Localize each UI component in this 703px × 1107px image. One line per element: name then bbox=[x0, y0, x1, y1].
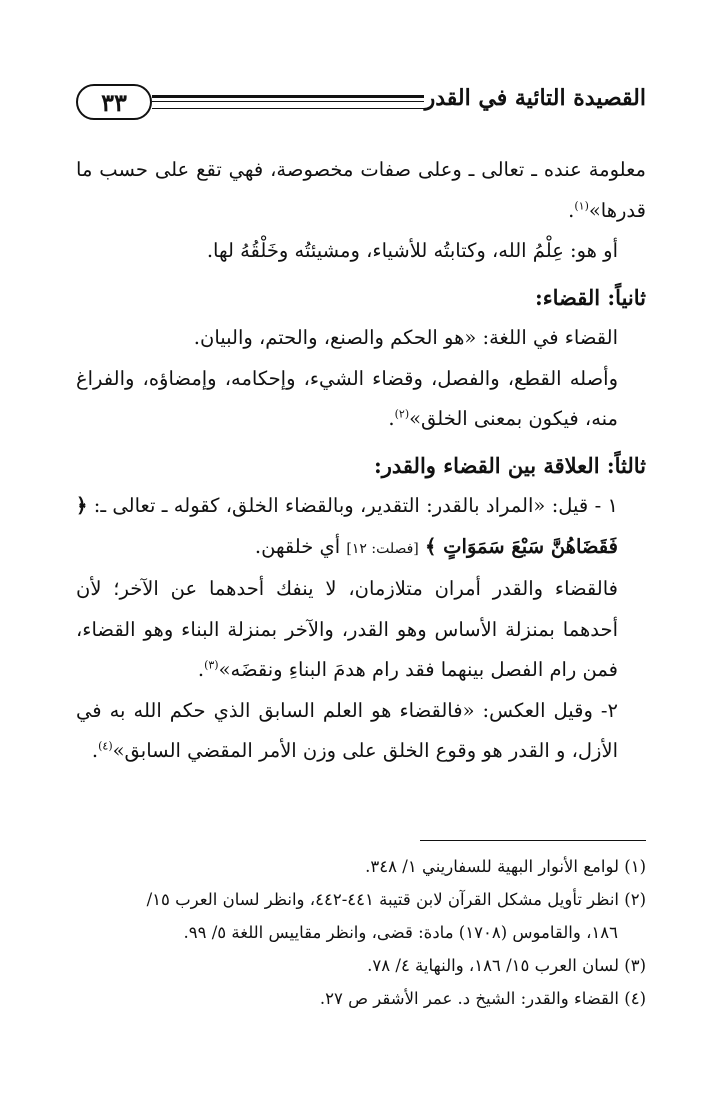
footnote-1: (١) لوامع الأنوار البهية للسفاريني ١/ ٣٤٨. bbox=[365, 857, 646, 876]
paragraph-4 bbox=[76, 359, 646, 440]
main-text bbox=[76, 150, 646, 772]
footnote-separator bbox=[420, 840, 646, 841]
footnote-ref-4: (٤) bbox=[98, 739, 113, 753]
paragraph-1 bbox=[76, 150, 646, 231]
paragraph-7 bbox=[76, 691, 646, 772]
paragraph-1-text: معلومة عنده ـ تعالى ـ وعلى صفات مخصوصة، فهي تقع على حسب ما قدرها» bbox=[76, 158, 646, 222]
paragraph-7-text: ٢- وقيل العكس: «فالقضاء هو العلم السابق الذي حكم الله به في الأزل، و القدر هو وقوع الخلق على وزن الأمر المقضي السابق» bbox=[76, 698, 618, 762]
footnote-ref-3: (٣) bbox=[204, 658, 219, 672]
paragraph-6 bbox=[76, 569, 646, 691]
page-number: ٣٣ bbox=[76, 84, 152, 120]
footnote-ref-2: (٢) bbox=[394, 407, 410, 421]
paragraph-3: القضاء في اللغة: «هو الحكم والصنع، والحتم، والبيان. bbox=[193, 326, 618, 349]
paragraph-2: أو هو: عِلْمُ الله، وكتابتُه للأشياء، ومشيئتُه وخَلْقُهُ لها. bbox=[206, 239, 618, 262]
quran-verse: ﴿ فَقَضَاهُنَّ سَبْعَ سَمَوَاتٍ ﴾ bbox=[76, 494, 618, 558]
footnote-3: (٣) لسان العرب ١٥/ ١٨٦، والنهاية ٤/ ٧٨. bbox=[367, 956, 646, 975]
footnote-2-continued: ١٨٦، والقاموس (١٧٠٨) مادة: قضى، وانظر مقاييس اللغة ٥/ ٩٩. bbox=[183, 923, 618, 942]
footnote-ref-1: (١) bbox=[574, 199, 589, 212]
paragraph-5-end: أي خلقهن. bbox=[254, 534, 341, 558]
footnote-4: (٤) القضاء والقدر: الشيخ د. عمر الأشقر ص ٢٧. bbox=[319, 989, 646, 1008]
footnote-2: (٢) انظر تأويل مشكل القرآن لابن قتيبة ٤٤١-٤٤٢، وانظر لسان العرب ١٥/ bbox=[146, 890, 646, 909]
verse-citation: [فصلت: ١٢] bbox=[346, 540, 419, 557]
paragraph-4-end: . bbox=[388, 407, 395, 430]
heading-qadaa: ثانياً: القضاء: bbox=[535, 284, 646, 310]
footnote-list bbox=[76, 850, 646, 1015]
paragraph-7-end: . bbox=[91, 739, 99, 762]
header-rule bbox=[152, 95, 424, 109]
page-header bbox=[76, 82, 646, 122]
paragraph-1-end: . bbox=[568, 198, 575, 222]
paragraph-5-text: ١ - قيل: «المراد بالقدر: التقدير، وبالقضاء الخلق، كقوله ـ تعالى ـ: bbox=[93, 494, 618, 517]
paragraph-6-text: فالقضاء والقدر أمران متلازمان، لا ينفك أحدهما عن الآخر؛ لأن أحدهما بمنزلة الأساس وهو القدر، والآخر بمنزلة البناء وهو القضاء، فمن رام الفصل بينهما فقد رام هدمَ البناءِ ونقضَه» bbox=[76, 577, 618, 681]
paragraph-4-text: وأصله القطع، والفصل، وقضاء الشيء، وإحكامه، وإمضاؤه، والفراغ منه، فيكون بمعنى الخلق» bbox=[76, 366, 618, 430]
running-title: القصيدة التائية في القدر bbox=[424, 85, 646, 111]
heading-relation: ثالثاً: العلاقة بين القضاء والقدر: bbox=[374, 452, 646, 478]
paragraph-5 bbox=[76, 486, 646, 569]
paragraph-6-end: . bbox=[197, 658, 205, 681]
